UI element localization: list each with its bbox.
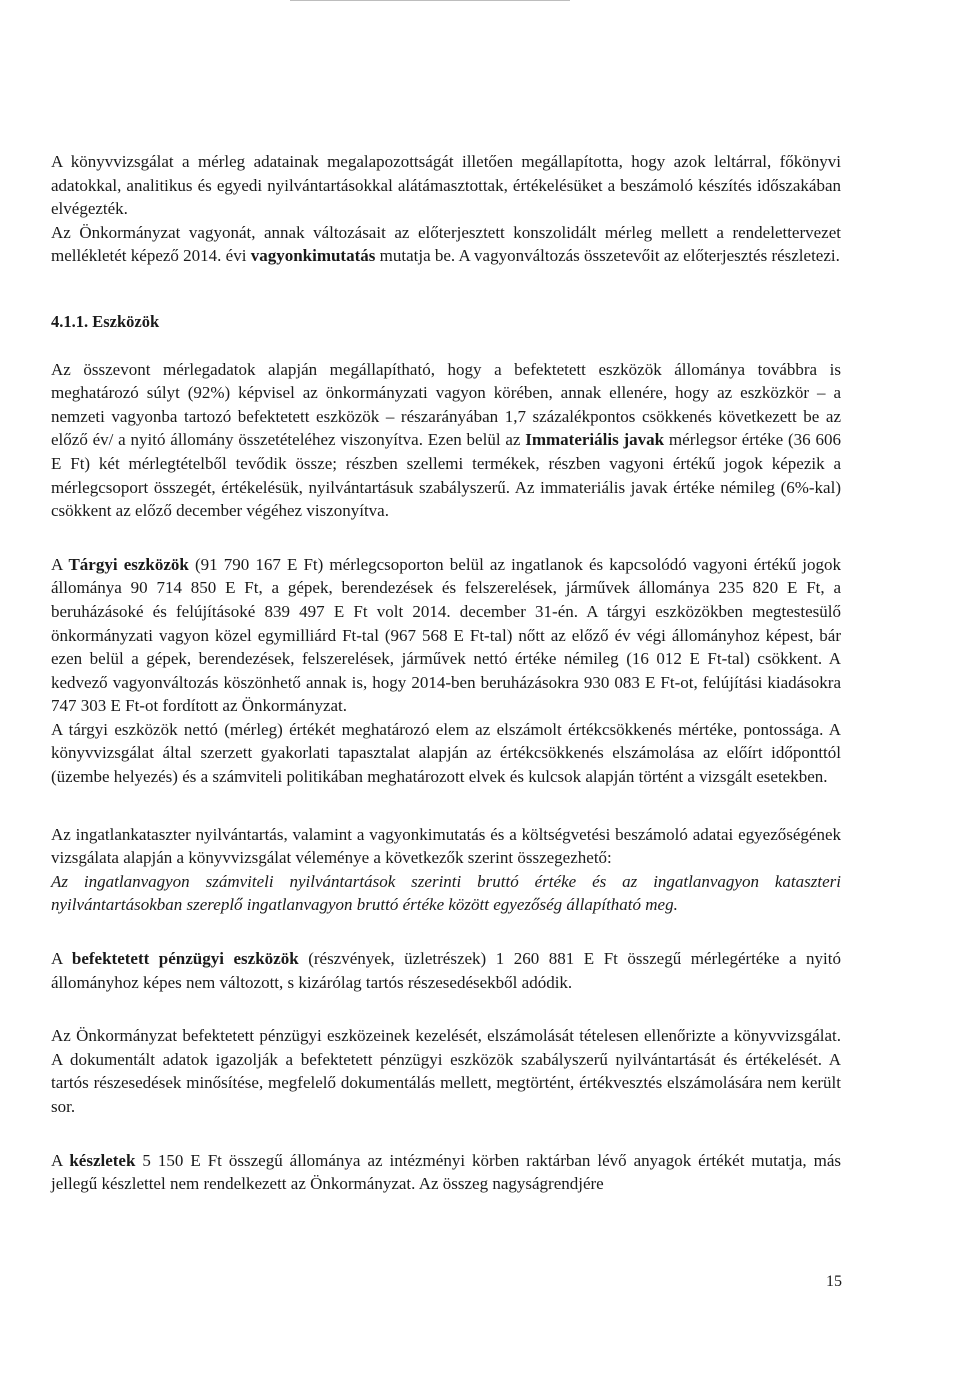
p2-text-b: (91 790 167 E Ft) mérlegcsoporton belül az ingatlanok és kapcsolódó vagyoni értékű jogok állománya 90 714 850 E Ft, a gépek, berendezések és felszerelések, járművek állománya 235 820 E Ft, a beruházásoké és felújításoké 839 497 E Ft volt 2014. december 31-én. A tárgyi eszközökben megtestesülő önkormányzati vagyon közel egymilliárd Ft-tal (967 568 E Ft-tal) nőtt az előző év végi állományhoz képest, bár ezen belül a gépek, berendezések, felszerelések, járművek nettó értéke némileg (16 012 E Ft-tal) csökkent. A kedvező vagyonváltozás köszönhető annak is, hogy 2014-ben beruházásokra 930 083 E Ft-ot, felújítási kiadásokra 747 303 E Ft-ot fordított az Önkormányzat. (51, 554, 842, 716)
assets-paragraph-3: A tárgyi eszközök nettó (mérleg) értékét meghatározó elem az elszámolt értékcsökkenés mértéke, pontossága. A könyvvizsgálat által szerzett gyakorlati tapasztalat alapján az értékcsökkenés elszámolása az előírt időponttól (üzembe helyezés) és a számviteli politikában meghatározott elvek és kulcsok alapján történt a vizsgált esetekben. (51, 719, 841, 787)
assets-paragraph-4: Az ingatlankataszter nyilvántartás, valamint a vagyonkimutatás és a költségvetési beszámoló adatai egyezőségének vizsgálata alapján a könyvvizsgálat véleménye a következők szerint összegezhető: (51, 824, 841, 868)
p2-bold: Tárgyi eszközök (68, 554, 189, 574)
p7-bold: készletek (69, 1150, 136, 1170)
intro-p2-bold: vagyonkimutatás (250, 246, 376, 266)
assets-paragraph-7 (51, 1149, 841, 1196)
assets-paragraph-6: Az Önkormányzat befektetett pénzügyi eszközeinek kezelését, elszámolását tételesen ellenőrizte a könyvvizsgálat. A dokumentált adatok igazolják a befektetett pénzügyi eszközök szabályszerű nyilvántartását és értékelését. A tartós részesedések minősítése, megfelelő dokumentálás mellett, megtörtént, értékvesztés elszámolására nem került sor. (51, 1026, 841, 1116)
assets-paragraph-1 (51, 358, 841, 523)
p7-text-b: 5 150 E Ft összegű állománya az intézményi körben raktárban lévő anyagok értékét mutatja, más jellegű készlettel nem rendelkezett az Önkormányzat. Az összeg nagyságrendjére (51, 1150, 842, 1194)
p1-text-a: Az összevont mérlegadatok alapján megállapítható, hogy a befektetett eszközök állománya továbbra is meghatározó súlyt (92%) képvisel az önkormányzati vagyon körében, annak ellenére, hogy az eszközkör – a nemzeti vagyonba tartozó befektetett eszközök – részarányában 1,7 százalékpontos csökkenés következett be az előző év/ a nyitó állomány összetételéhez viszonyítva. Ezen belül az (51, 359, 841, 450)
p1-text-b: mérlegsor értéke (36 606 E Ft) két mérlegtételből tevődik össze; részben szellemi termékek, részben vagyoni értékű jogok képezik a mérlegcsoport összegét, értékelésük, nyilvántartásuk szabályszerű. Az immateriális javak értéke némileg (6%-kal) csökkent az előző december végéhez viszonyítva. (51, 430, 841, 521)
intro-p2-text-a: Az Önkormányzat vagyonát, annak változásait az előterjesztett konszolidált mérleg mellett a rendelettervezet mellékletét képező 2014. évi (51, 222, 841, 266)
top-rule (290, 0, 570, 1)
p5-text-a: A (51, 949, 72, 969)
p5-text-b: (részvények, üzletrészek) 1 260 881 E Ft összegű mérlegértéke a nyitó állományhoz képes nem változott, s kizárólag tartós részesedésekből adódik. (51, 949, 842, 992)
section-heading: 4.1.1. Eszközök (51, 311, 160, 331)
intro-p2-text-b: mutatja be. A vagyonváltozás összetevőit az előterjesztés részletezi. (375, 246, 840, 266)
document-body (51, 150, 841, 1196)
p1-bold: Immateriális javak (525, 430, 665, 450)
p2-text-a: A (51, 554, 69, 574)
p5-bold: befektetett pénzügyi eszközök (71, 949, 299, 969)
intro-paragraph-1: A könyvvizsgálat a mérleg adatainak megalapozottságát illetően megállapította, hogy azok leltárral, főkönyvi adatokkal, analitikus és egyedi nyilvántartásokkal alátámasztottak, értékelésüket a beszámoló készítés időszakában elvégezték. (51, 152, 841, 219)
p7-text-a: A (51, 1150, 70, 1170)
assets-paragraph-4-italic: Az ingatlanvagyon számviteli nyilvántartások szerinti bruttó értéke és az ingatlanvagyon kataszteri nyilvántartásokban szereplő ingatlanvagyon bruttó értéke között egyezőség állapítható meg. (51, 871, 841, 915)
page-number: 15 (826, 1273, 842, 1290)
intro-paragraph-2 (51, 221, 841, 268)
assets-paragraph-2 (51, 553, 841, 718)
assets-paragraph-5 (51, 947, 841, 994)
